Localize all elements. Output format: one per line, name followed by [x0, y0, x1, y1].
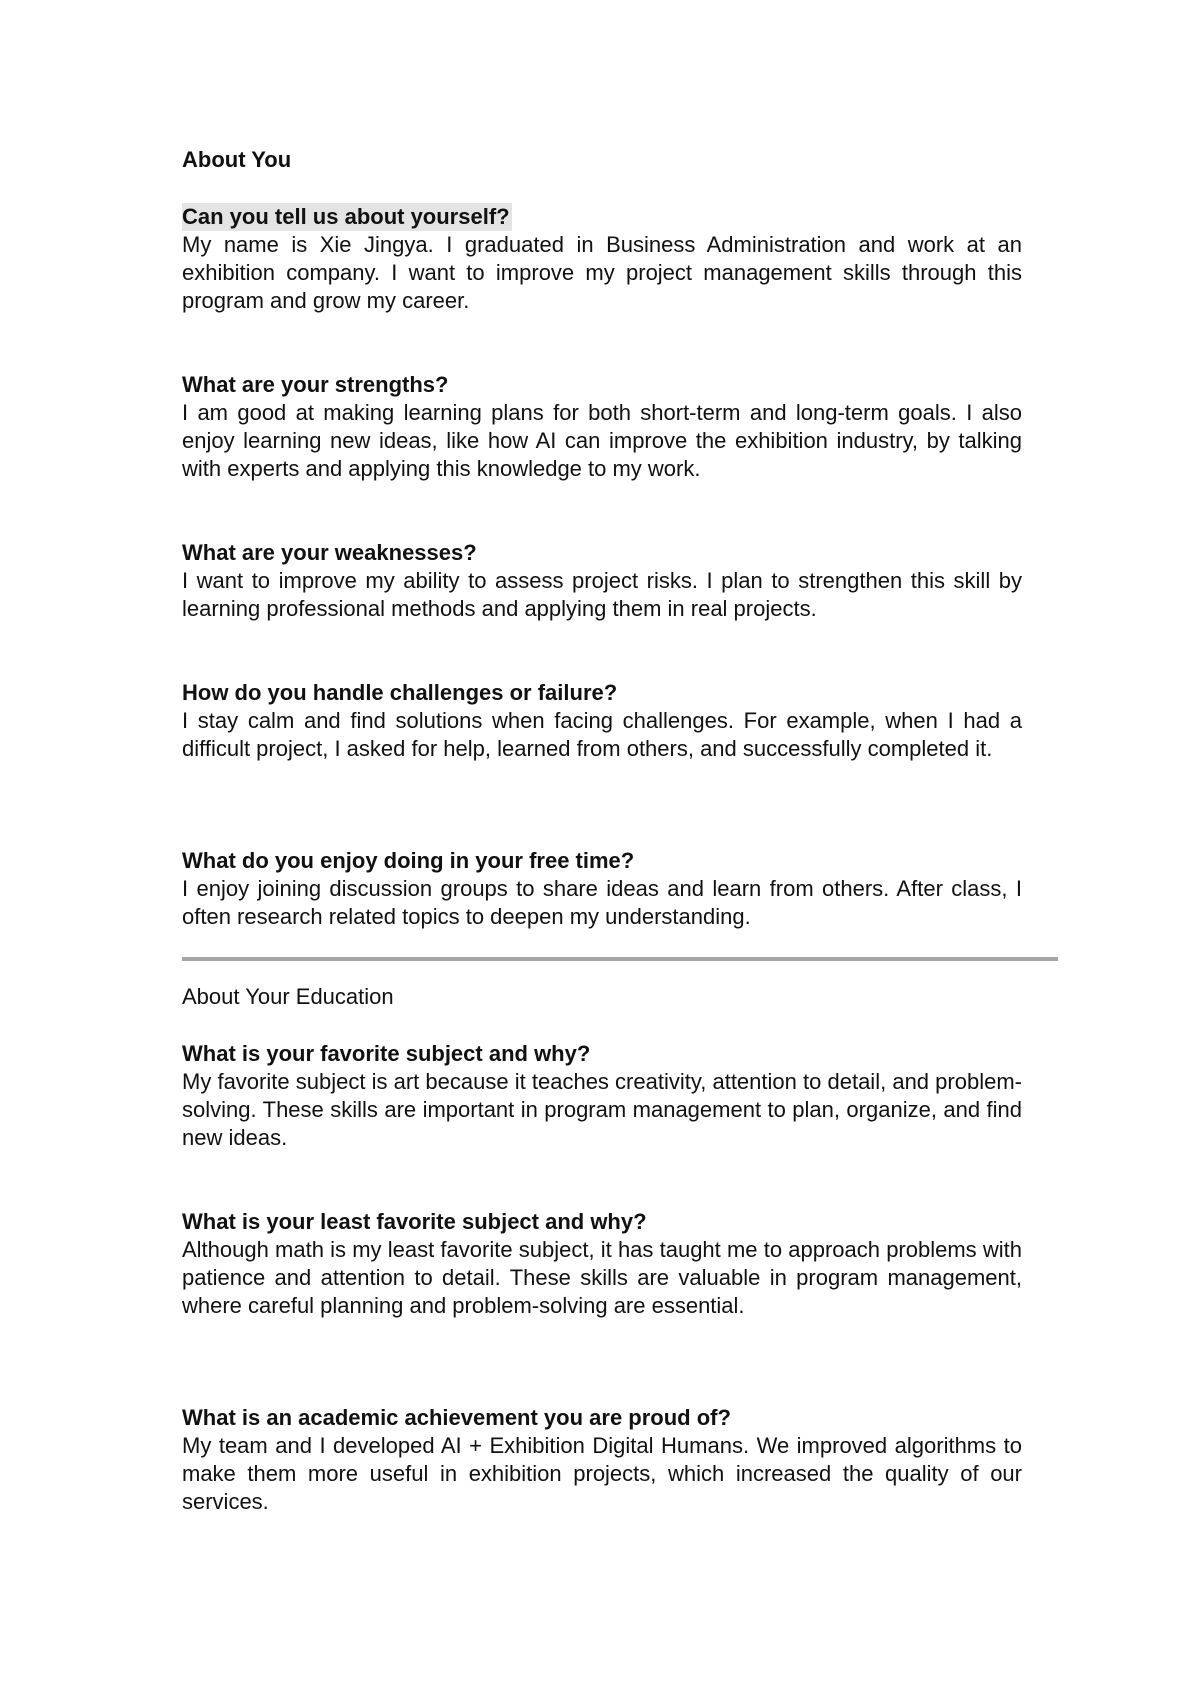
qa-item-least-favorite-subject: [182, 1208, 1022, 1320]
qa-item-free-time: [182, 847, 1022, 931]
answer-text: I enjoy joining discussion groups to share ideas and learn from others. After class, I often research related topics to deepen my understanding.: [182, 876, 1022, 929]
section-heading: About You: [182, 147, 292, 172]
answer-text: I want to improve my ability to assess project risks. I plan to strengthen this skill by learning professional methods and applying them in real projects.: [182, 568, 1022, 621]
answer-text: My name is Xie Jingya. I graduated in Business Administration and work at an exhibition company. I want to improve my project management skills through this program and grow my career.: [182, 232, 1022, 313]
section-title-about-education: [182, 983, 1022, 1011]
qa-item-favorite-subject: [182, 1040, 1022, 1152]
question-text: What are your strengths?: [182, 372, 449, 397]
qa-item-challenges: [182, 679, 1022, 763]
section-heading: About Your Education: [182, 984, 394, 1009]
question-text: What do you enjoy doing in your free time?: [182, 848, 635, 873]
question-text: What are your weaknesses?: [182, 540, 477, 565]
section-divider: [182, 957, 1058, 961]
question-text: What is an academic achievement you are proud of?: [182, 1405, 731, 1430]
question-text: Can you tell us about yourself?: [182, 204, 510, 229]
answer-text: My favorite subject is art because it teaches creativity, attention to detail, and problem-solving. These skills are important in program management to plan, organize, and find new ideas.: [182, 1069, 1022, 1150]
answer-text: I am good at making learning plans for both short-term and long-term goals. I also enjoy learning new ideas, like how AI can improve the exhibition industry, by talking with experts and applying this knowledge to my work.: [182, 400, 1022, 481]
question-text: What is your favorite subject and why?: [182, 1041, 591, 1066]
question-text: What is your least favorite subject and why?: [182, 1209, 647, 1234]
question-text: How do you handle challenges or failure?: [182, 680, 618, 705]
qa-item-about-yourself: [182, 203, 1022, 315]
answer-text: My team and I developed AI + Exhibition Digital Humans. We improved algorithms to make them more useful in exhibition projects, which increased the quality of our services.: [182, 1433, 1022, 1514]
qa-item-strengths: [182, 371, 1022, 483]
qa-item-weaknesses: [182, 539, 1022, 623]
qa-item-academic-achievement: [182, 1404, 1022, 1516]
section-title-about-you: [182, 146, 1022, 174]
answer-text: Although math is my least favorite subject, it has taught me to approach problems with patience and attention to detail. These skills are valuable in program management, where careful planning and problem-solving are essential.: [182, 1237, 1022, 1318]
answer-text: I stay calm and find solutions when facing challenges. For example, when I had a difficult project, I asked for help, learned from others, and successfully completed it.: [182, 708, 1022, 761]
